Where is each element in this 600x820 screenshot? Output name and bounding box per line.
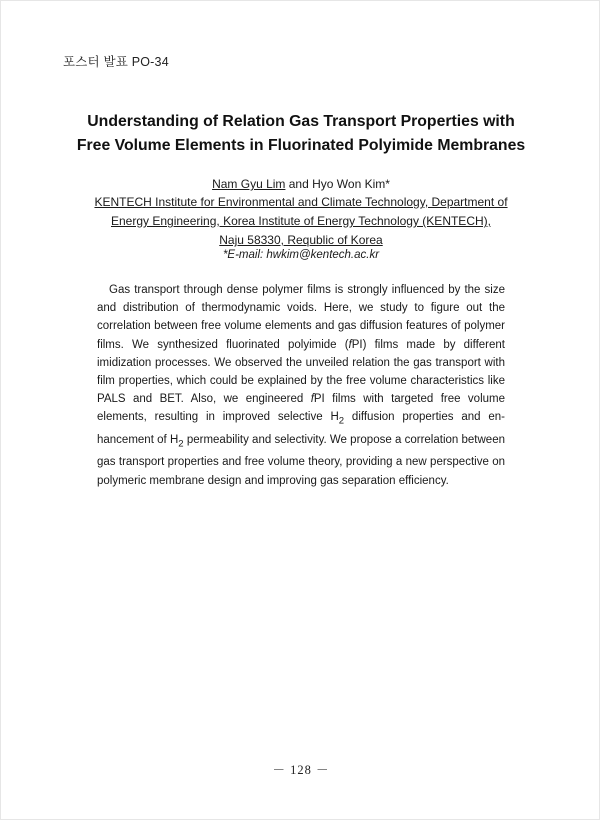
abstract-part-2: PI) films made by different imidization processes. We observed the unveiled relation the gas transport with film properties, which could be explained by the free volume characteristics like PALS and BET. Also, we engineered [97, 338, 505, 406]
author-second: Hyo Won Kim* [312, 177, 390, 191]
title-line-1: Understanding of Relation Gas Transport Properties with [87, 113, 515, 130]
title-line-2: Free Volume Elements in Fluorinated Polyimide Membranes [76, 137, 526, 154]
abstract-part-3: PI films with targeted free volume elements, resulting in improved selective H [97, 393, 505, 424]
abstract-part-5: permeability and selectivity. We propose a correlation between gas transport properties and free volume theory, providing a new perspective on polymeric membrane design and improving gas separation efficiency. [97, 433, 505, 487]
author-list [61, 175, 541, 194]
author-conjunction: and [285, 177, 313, 191]
subscript-2-first: 2 [338, 415, 345, 427]
abstract-body [97, 281, 505, 490]
affiliation-line-1: KENTECH Institute for Environmental and Climate Technology, Department of [94, 195, 508, 209]
affiliation [61, 193, 541, 250]
page-number: － 128 － [272, 763, 330, 777]
affiliation-line-2: Energy Engineering, Korea Institute of Energy Technology (KENTECH), [111, 214, 491, 228]
abstract-part-1: Gas transport through dense polymer films is strongly influenced by the size and distribution of thermodynamic voids. Here, we study to figure out the correlation between free volume elements and gas diffusion features of polymer films. We synthesized fluorinated polyimide ( [97, 284, 505, 351]
affiliation-line-3: Naju 58330, Requblic of Korea [219, 233, 383, 247]
abstract-part-4: diffusion properties and enhancement of H [97, 411, 505, 446]
fpi-prefix-1: f [348, 338, 352, 351]
corresponding-email: *E-mail: hwkim@kentech.ac.kr [222, 249, 380, 261]
author-first: Nam Gyu Lim [212, 177, 286, 191]
fpi-prefix-2: f [310, 393, 314, 406]
paper-title [61, 110, 541, 158]
subscript-2-second: 2 [178, 438, 184, 450]
session-label: 포스터 발표 PO-34 [63, 55, 169, 69]
